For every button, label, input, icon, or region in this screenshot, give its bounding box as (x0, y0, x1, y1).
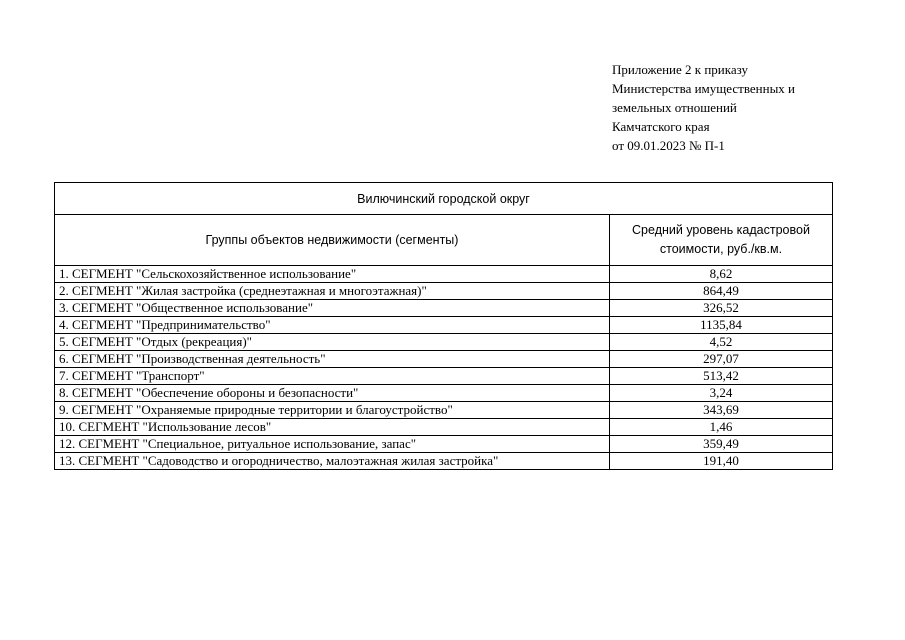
table-row (55, 402, 833, 419)
segment-value-cell: 513,42 (609, 368, 832, 385)
segment-value-cell: 1135,84 (609, 317, 832, 334)
segment-value-cell: 3,24 (609, 385, 832, 402)
table-row (55, 317, 833, 334)
segment-name-cell: 5. СЕГМЕНТ "Отдых (рекреация)" (55, 334, 610, 351)
table-row (55, 351, 833, 368)
segment-value-cell: 191,40 (609, 453, 832, 470)
table-title: Вилючинский городской округ (55, 183, 833, 215)
order-note-line: Министерства имущественных и (612, 81, 796, 96)
table-row (55, 368, 833, 385)
table-row (55, 283, 833, 300)
segment-name-cell: 8. СЕГМЕНТ "Обеспечение обороны и безопасности" (55, 385, 610, 402)
segment-name-cell: 4. СЕГМЕНТ "Предпринимательство" (55, 317, 610, 334)
order-note-line: от 09.01.2023 № П-1 (612, 138, 725, 153)
segment-name-cell: 9. СЕГМЕНТ "Охраняемые природные территории и благоустройство" (55, 402, 610, 419)
segment-name-cell: 2. СЕГМЕНТ "Жилая застройка (среднеэтажная и многоэтажная)" (55, 283, 610, 300)
column-header-segments: Группы объектов недвижимости (сегменты) (55, 215, 610, 266)
table-row (55, 385, 833, 402)
segments-table (54, 182, 833, 470)
table-row (55, 266, 833, 283)
table-row (55, 436, 833, 453)
segment-value-cell: 8,62 (609, 266, 832, 283)
segment-value-cell: 359,49 (609, 436, 832, 453)
order-reference-note (612, 60, 795, 155)
table-row (55, 419, 833, 436)
segment-name-cell: 3. СЕГМЕНТ "Общественное использование" (55, 300, 610, 317)
segment-value-cell: 864,49 (609, 283, 832, 300)
table-row (55, 453, 833, 470)
segment-name-cell: 12. СЕГМЕНТ "Специальное, ритуальное использование, запас" (55, 436, 610, 453)
table-row (55, 334, 833, 351)
segment-value-cell: 343,69 (609, 402, 832, 419)
segment-value-cell: 326,52 (609, 300, 832, 317)
column-header-average-value: Средний уровень кадастровой стоимости, руб./кв.м. (609, 215, 832, 266)
order-note-line: земельных отношений (612, 100, 737, 115)
table-row (55, 300, 833, 317)
table-header-row (55, 215, 833, 266)
segment-value-cell: 4,52 (609, 334, 832, 351)
order-note-line: Приложение 2 к приказу (612, 62, 749, 77)
segment-name-cell: 6. СЕГМЕНТ "Производственная деятельность" (55, 351, 610, 368)
segment-value-cell: 297,07 (609, 351, 832, 368)
order-note-line: Камчатского края (612, 119, 710, 134)
segment-name-cell: 10. СЕГМЕНТ "Использование лесов" (55, 419, 610, 436)
table-title-row (55, 183, 833, 215)
segment-name-cell: 13. СЕГМЕНТ "Садоводство и огородничество, малоэтажная жилая застройка" (55, 453, 610, 470)
segment-name-cell: 1. СЕГМЕНТ "Сельскохозяйственное использование" (55, 266, 610, 283)
segment-name-cell: 7. СЕГМЕНТ "Транспорт" (55, 368, 610, 385)
segment-value-cell: 1,46 (609, 419, 832, 436)
